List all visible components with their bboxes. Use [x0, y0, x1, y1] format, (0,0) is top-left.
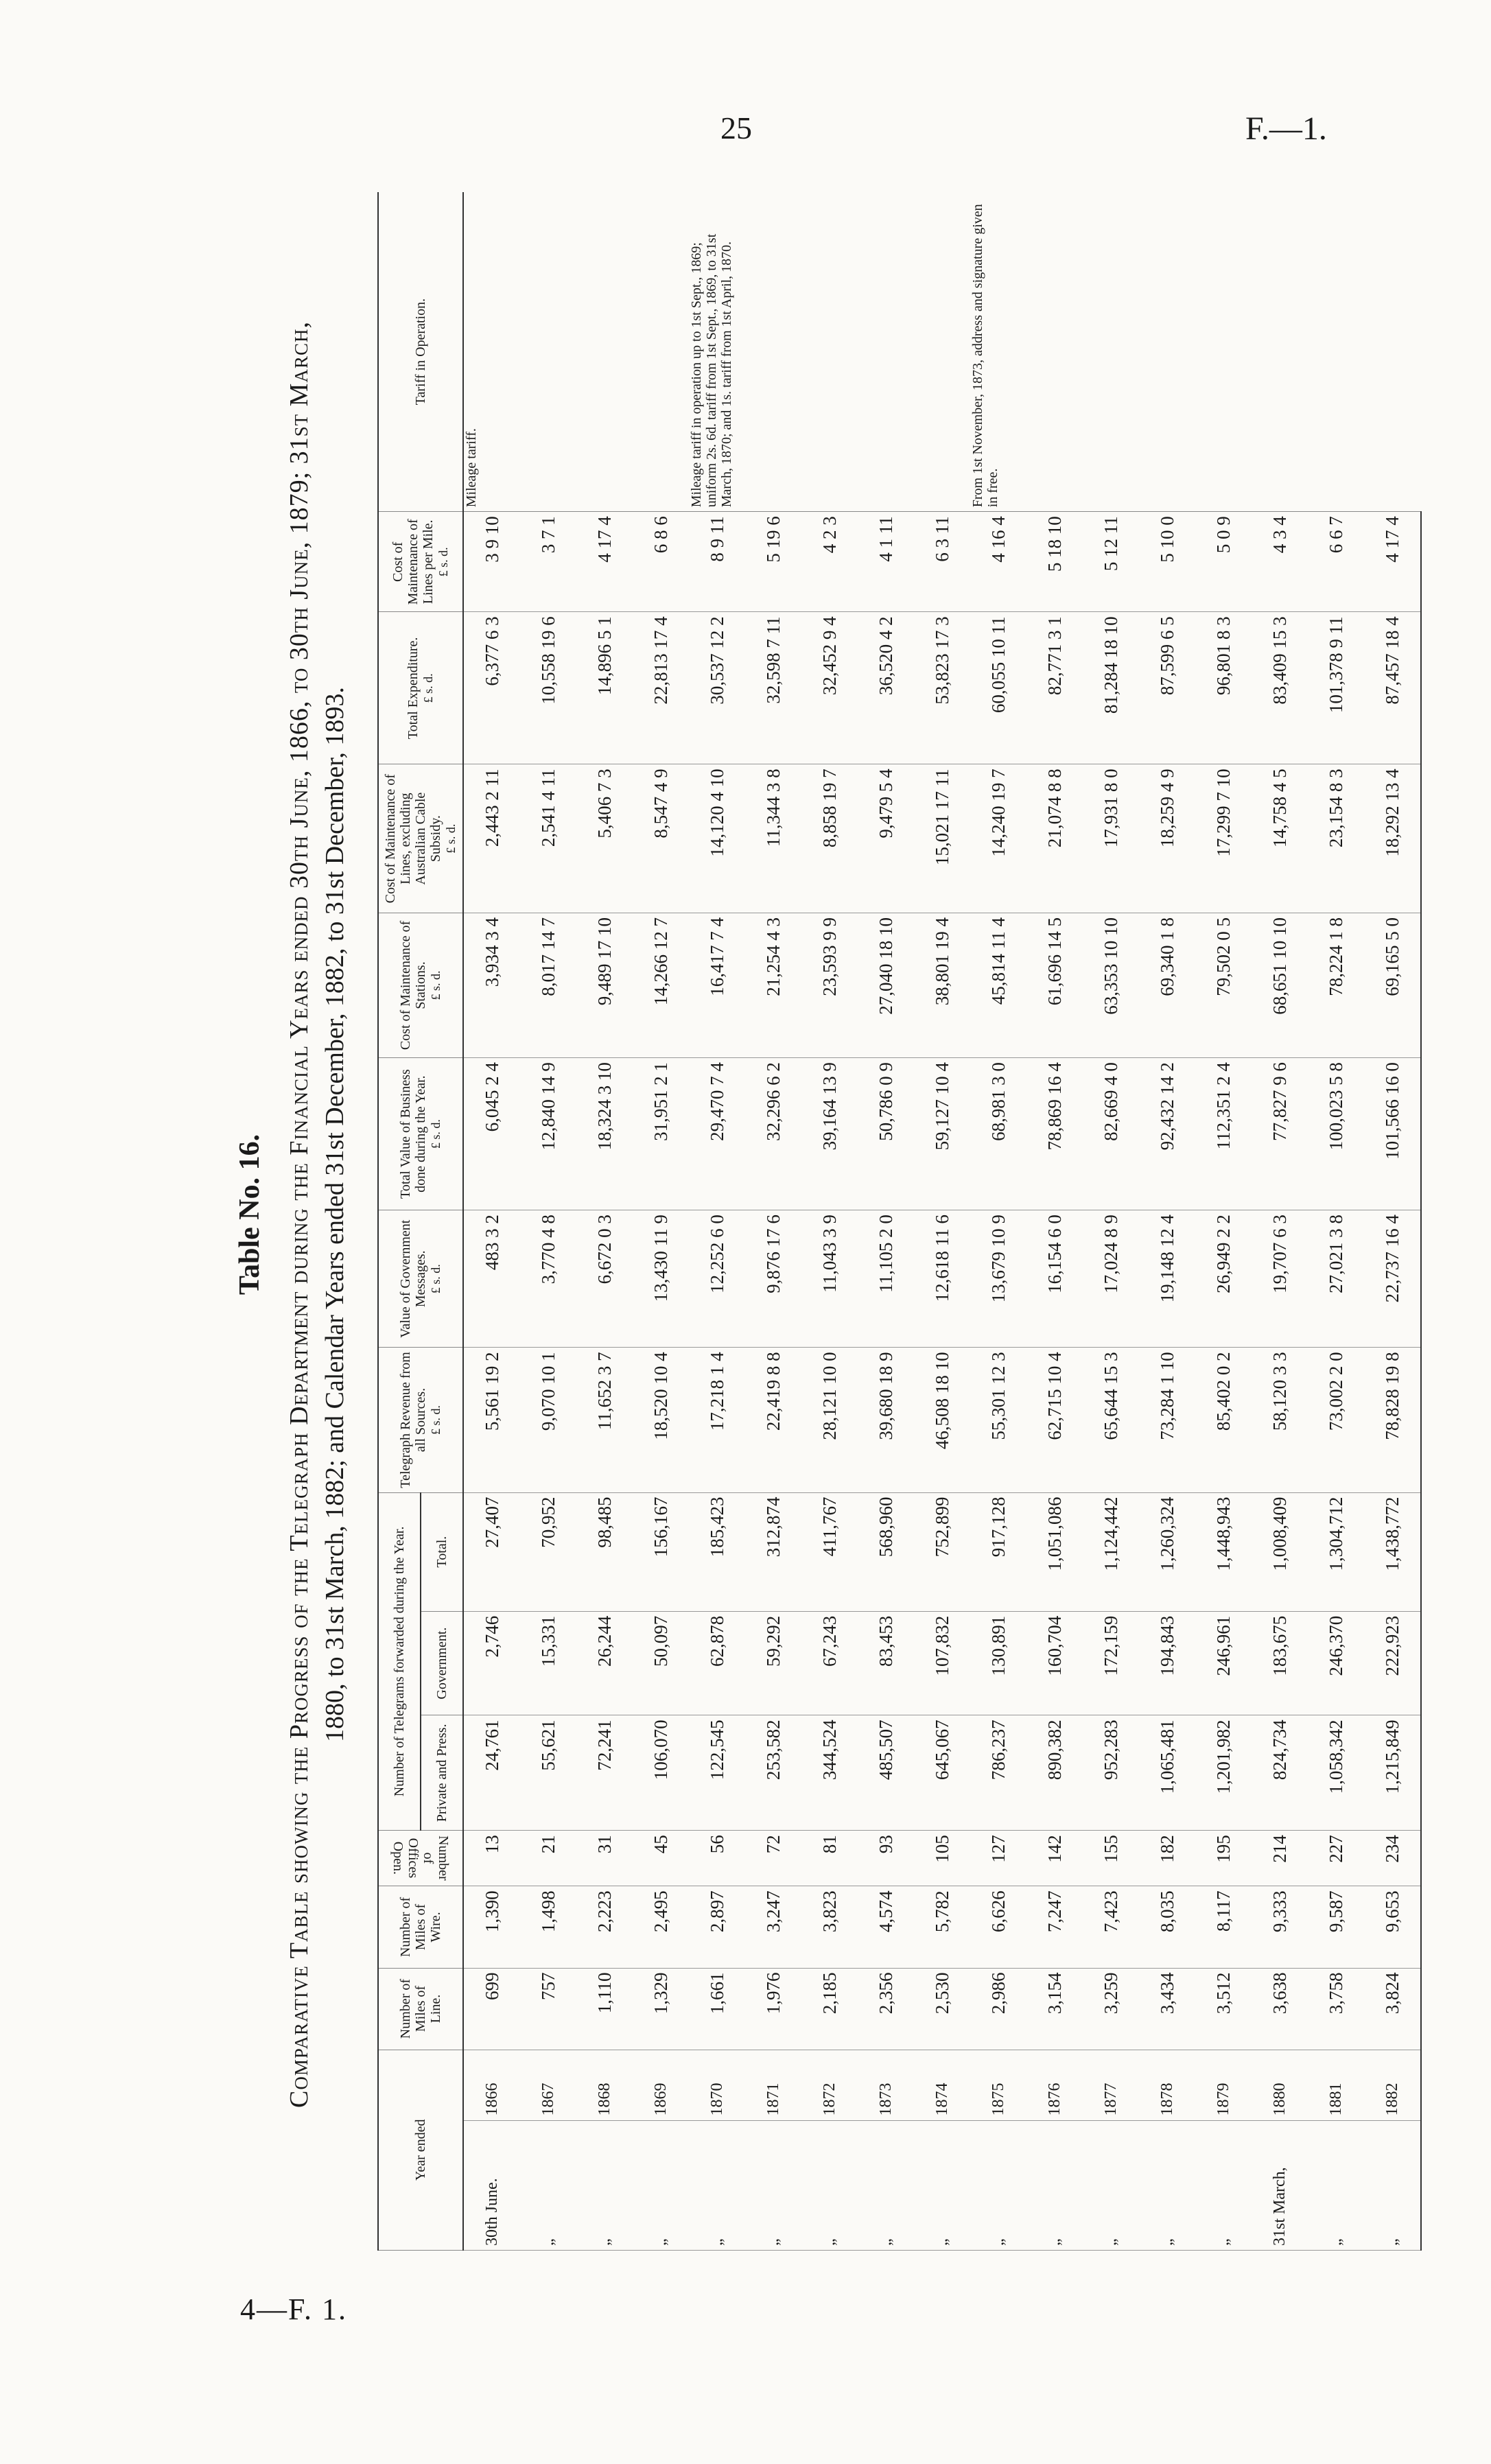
cell-wire: 7,423 [1083, 1886, 1139, 1968]
cell-per-mile: 4 17 4 [576, 512, 633, 612]
cell-business: 39,164 13 9 [801, 1058, 858, 1210]
cell-private: 122,545 [689, 1715, 745, 1831]
table-row [689, 192, 745, 2251]
cell-per-mile: 3 9 10 [463, 512, 520, 612]
cell-lines: 18,292 13 4 [1364, 764, 1421, 913]
cell-revenue: 5,561 19 2 [463, 1348, 520, 1492]
cell-line: 2,185 [801, 1968, 858, 2050]
cell-per-mile: 6 8 6 [633, 512, 689, 612]
cell-label: „ [970, 2120, 1026, 2250]
cell-year: 1873 [858, 2050, 914, 2120]
cell-line: 2,356 [858, 1968, 914, 2050]
progress-table [377, 192, 1422, 2251]
cell-total: 185,423 [689, 1492, 745, 1611]
cell-lines: 17,299 7 10 [1195, 764, 1252, 913]
col-year-ended: Year ended [378, 2050, 463, 2250]
cell-govt-value: 9,876 17 6 [745, 1210, 801, 1348]
col-tariff: Tariff in Operation. [378, 192, 463, 512]
tariff-mileage-uniform: Mileage tariff in operation up to 1st Sept., 1869; uniform 2s. 6d. tariff from 1st Sept., 1869, to 31st March, 1870; and 1s. tariff from 1st April, 1870. [689, 192, 970, 512]
cell-offices: 214 [1252, 1831, 1308, 1886]
cell-business: 77,827 9 6 [1252, 1058, 1308, 1210]
cell-govt: 62,878 [689, 1611, 745, 1715]
table-number: Table No. 16. [234, 1134, 266, 1295]
cell-stations: 63,353 10 10 [1083, 913, 1139, 1057]
cell-line: 2,530 [914, 1968, 970, 2050]
cell-total: 312,874 [745, 1492, 801, 1611]
cell-stations: 3,934 3 4 [463, 913, 520, 1057]
tariff-mileage: Mileage tariff. [463, 192, 689, 512]
cell-govt: 107,832 [914, 1611, 970, 1715]
cell-lines: 17,931 8 0 [1083, 764, 1139, 913]
cell-revenue: 22,419 8 8 [745, 1348, 801, 1492]
cell-wire: 1,390 [463, 1886, 520, 1968]
cell-govt: 59,292 [745, 1611, 801, 1715]
cell-offices: 127 [970, 1831, 1026, 1886]
cell-revenue: 78,828 19 8 [1364, 1348, 1421, 1492]
cell-total: 752,899 [914, 1492, 970, 1611]
col-stations-cost: Cost of Maintenance of Stations. £ s. d. [378, 913, 463, 1057]
cell-revenue: 28,121 10 0 [801, 1348, 858, 1492]
table-body [463, 192, 1421, 2251]
cell-offices: 195 [1195, 1831, 1252, 1886]
cell-govt: 222,923 [1364, 1611, 1421, 1715]
cell-govt: 15,331 [520, 1611, 576, 1715]
cell-govt-value: 11,105 2 0 [858, 1210, 914, 1348]
cell-label: „ [633, 2120, 689, 2250]
cell-wire: 2,223 [576, 1886, 633, 1968]
cell-govt: 26,244 [576, 1611, 633, 1715]
cell-wire: 4,574 [858, 1886, 914, 1968]
cell-year: 1869 [633, 2050, 689, 2120]
col-cost-per-mile: Cost of Maintenance of Lines per Mile. £ s. d. [378, 512, 463, 612]
cell-private: 1,065,481 [1139, 1715, 1195, 1831]
cell-govt-value: 19,707 6 3 [1252, 1210, 1308, 1348]
caption-line-1: Comparative Table showing the Progress of the Telegraph Department during the Financial Years ended 30th June, 1866, to 30th June, 1879; 31st March, [285, 321, 314, 2108]
cell-expenditure: 32,452 9 4 [801, 612, 858, 764]
cell-offices: 182 [1139, 1831, 1195, 1886]
cell-stations: 23,593 9 9 [801, 913, 858, 1057]
cell-per-mile: 4 3 4 [1252, 512, 1308, 612]
cell-private: 824,734 [1252, 1715, 1308, 1831]
cell-govt-value: 27,021 3 8 [1308, 1210, 1364, 1348]
cell-year: 1868 [576, 2050, 633, 2120]
document-code: F.—1. [1245, 110, 1327, 147]
cell-label: 31st March, [1252, 2120, 1308, 2250]
cell-govt-value: 11,043 3 9 [801, 1210, 858, 1348]
cell-business: 92,432 14 2 [1139, 1058, 1195, 1210]
cell-stations: 68,651 10 10 [1252, 913, 1308, 1057]
col-govt-value: Value of Government Messages. £ s. d. [378, 1210, 463, 1348]
cell-stations: 69,165 5 0 [1364, 913, 1421, 1057]
cell-private: 952,283 [1083, 1715, 1139, 1831]
cell-year: 1872 [801, 2050, 858, 2120]
cell-govt-value: 17,024 8 9 [1083, 1210, 1139, 1348]
cell-wire: 5,782 [914, 1886, 970, 1968]
cell-expenditure: 32,598 7 11 [745, 612, 801, 764]
footer-code: 4—F. 1. [240, 2292, 347, 2326]
cell-wire: 9,333 [1252, 1886, 1308, 1968]
cell-label: „ [858, 2120, 914, 2250]
cell-per-mile: 3 7 1 [520, 512, 576, 612]
cell-offices: 227 [1308, 1831, 1364, 1886]
cell-stations: 8,017 14 7 [520, 913, 576, 1057]
cell-govt: 246,961 [1195, 1611, 1252, 1715]
cell-line: 1,329 [633, 1968, 689, 2050]
page-number: 25 [720, 110, 752, 145]
cell-govt: 194,843 [1139, 1611, 1195, 1715]
cell-total: 98,485 [576, 1492, 633, 1611]
col-total: Total. [421, 1492, 463, 1611]
cell-govt: 160,704 [1026, 1611, 1083, 1715]
cell-year: 1866 [463, 2050, 520, 2120]
cell-wire: 2,897 [689, 1886, 745, 1968]
cell-label: „ [1195, 2120, 1252, 2250]
col-private-press: Private and Press. [421, 1715, 463, 1831]
cell-govt: 2,746 [463, 1611, 520, 1715]
cell-per-mile: 5 19 6 [745, 512, 801, 612]
cell-per-mile: 6 6 7 [1308, 512, 1364, 612]
col-offices-open: Number of Offices Open. [378, 1831, 463, 1886]
cell-per-mile: 6 3 11 [914, 512, 970, 612]
cell-total: 70,952 [520, 1492, 576, 1611]
cell-expenditure: 83,409 15 3 [1252, 612, 1308, 764]
cell-private: 344,524 [801, 1715, 858, 1831]
cell-total: 1,124,442 [1083, 1492, 1139, 1611]
cell-per-mile: 5 12 11 [1083, 512, 1139, 612]
cell-wire: 6,626 [970, 1886, 1026, 1968]
table-row [970, 192, 1026, 2251]
cell-lines: 14,240 19 7 [970, 764, 1026, 913]
cell-lines: 2,443 2 11 [463, 764, 520, 913]
cell-wire: 9,587 [1308, 1886, 1364, 1968]
cell-business: 31,951 2 1 [633, 1058, 689, 1210]
cell-lines: 2,541 4 11 [520, 764, 576, 913]
table-row [463, 192, 520, 2251]
cell-line: 2,986 [970, 1968, 1026, 2050]
cell-govt: 83,453 [858, 1611, 914, 1715]
cell-private: 485,507 [858, 1715, 914, 1831]
cell-year: 1870 [689, 2050, 745, 2120]
cell-private: 890,382 [1026, 1715, 1083, 1831]
cell-wire: 7,247 [1026, 1886, 1083, 1968]
cell-expenditure: 10,558 19 6 [520, 612, 576, 764]
cell-expenditure: 60,055 10 11 [970, 612, 1026, 764]
col-government: Government. [421, 1611, 463, 1715]
cell-revenue: 55,301 12 3 [970, 1348, 1026, 1492]
cell-lines: 14,120 4 10 [689, 764, 745, 913]
cell-govt-value: 12,252 6 0 [689, 1210, 745, 1348]
cell-business: 32,296 6 2 [745, 1058, 801, 1210]
cell-year: 1879 [1195, 2050, 1252, 2120]
cell-total: 917,128 [970, 1492, 1026, 1611]
cell-private: 106,070 [633, 1715, 689, 1831]
cell-line: 1,110 [576, 1968, 633, 2050]
cell-offices: 21 [520, 1831, 576, 1886]
cell-line: 3,824 [1364, 1968, 1421, 2050]
cell-private: 24,761 [463, 1715, 520, 1831]
cell-business: 68,981 3 0 [970, 1058, 1026, 1210]
cell-govt-value: 3,770 4 8 [520, 1210, 576, 1348]
cell-label: „ [1083, 2120, 1139, 2250]
cell-per-mile: 5 0 9 [1195, 512, 1252, 612]
cell-line: 757 [520, 1968, 576, 2050]
cell-label: 30th June. [463, 2120, 520, 2250]
cell-govt: 172,159 [1083, 1611, 1139, 1715]
cell-total: 1,304,712 [1308, 1492, 1364, 1611]
col-total-expenditure: Total Expenditure. £ s. d. [378, 612, 463, 764]
cell-total: 1,051,086 [1026, 1492, 1083, 1611]
cell-total: 27,407 [463, 1492, 520, 1611]
col-miles-line: Number of Miles of Line. [378, 1968, 463, 2050]
cell-revenue: 18,520 10 4 [633, 1348, 689, 1492]
cell-private: 1,201,982 [1195, 1715, 1252, 1831]
cell-govt-value: 13,679 10 9 [970, 1210, 1026, 1348]
cell-expenditure: 14,896 5 1 [576, 612, 633, 764]
cell-business: 100,023 5 8 [1308, 1058, 1364, 1210]
col-revenue: Telegraph Revenue from all Sources. £ s. d. [378, 1348, 463, 1492]
cell-total: 1,438,772 [1364, 1492, 1421, 1611]
cell-expenditure: 87,599 6 5 [1139, 612, 1195, 764]
cell-line: 3,638 [1252, 1968, 1308, 2050]
cell-govt-value: 12,618 11 6 [914, 1210, 970, 1348]
cell-govt: 130,891 [970, 1611, 1026, 1715]
cell-govt-value: 16,154 6 0 [1026, 1210, 1083, 1348]
cell-line: 3,512 [1195, 1968, 1252, 2050]
cell-expenditure: 36,520 4 2 [858, 612, 914, 764]
cell-label: „ [1364, 2120, 1421, 2250]
cell-govt-value: 22,737 16 4 [1364, 1210, 1421, 1348]
cell-private: 1,215,849 [1364, 1715, 1421, 1831]
cell-lines: 9,479 5 4 [858, 764, 914, 913]
cell-expenditure: 101,378 9 11 [1308, 612, 1364, 764]
cell-expenditure: 82,771 3 1 [1026, 612, 1083, 764]
cell-offices: 93 [858, 1831, 914, 1886]
cell-label: „ [576, 2120, 633, 2250]
cell-lines: 23,154 8 3 [1308, 764, 1364, 913]
cell-year: 1882 [1364, 2050, 1421, 2120]
cell-year: 1875 [970, 2050, 1026, 2120]
cell-govt: 50,097 [633, 1611, 689, 1715]
cell-stations: 9,489 17 10 [576, 913, 633, 1057]
cell-label: „ [1139, 2120, 1195, 2250]
cell-revenue: 85,402 0 2 [1195, 1348, 1252, 1492]
cell-stations: 45,814 11 4 [970, 913, 1026, 1057]
rotated-table-sheet [220, 172, 1402, 2257]
cell-offices: 155 [1083, 1831, 1139, 1886]
cell-lines: 8,858 19 7 [801, 764, 858, 913]
cell-stations: 14,266 12 7 [633, 913, 689, 1057]
cell-revenue: 73,002 2 0 [1308, 1348, 1364, 1492]
cell-label: „ [520, 2120, 576, 2250]
tariff-free-address: From 1st November, 1873, address and signature given in free. [970, 192, 1421, 512]
cell-offices: 56 [689, 1831, 745, 1886]
cell-line: 1,661 [689, 1968, 745, 2050]
cell-wire: 2,495 [633, 1886, 689, 1968]
cell-label: „ [689, 2120, 745, 2250]
cell-wire: 9,653 [1364, 1886, 1421, 1968]
cell-per-mile: 5 10 0 [1139, 512, 1195, 612]
cell-govt-value: 19,148 12 4 [1139, 1210, 1195, 1348]
cell-business: 29,470 7 4 [689, 1058, 745, 1210]
cell-private: 72,241 [576, 1715, 633, 1831]
cell-business: 59,127 10 4 [914, 1058, 970, 1210]
cell-expenditure: 22,813 17 4 [633, 612, 689, 764]
cell-year: 1871 [745, 2050, 801, 2120]
cell-total: 411,767 [801, 1492, 858, 1611]
cell-stations: 21,254 4 3 [745, 913, 801, 1057]
cell-per-mile: 4 16 4 [970, 512, 1026, 612]
cell-line: 3,434 [1139, 1968, 1195, 2050]
cell-business: 12,840 14 9 [520, 1058, 576, 1210]
cell-label: „ [801, 2120, 858, 2250]
cell-lines: 11,344 3 8 [745, 764, 801, 913]
cell-business: 78,869 16 4 [1026, 1058, 1083, 1210]
cell-business: 82,669 4 0 [1083, 1058, 1139, 1210]
cell-year: 1881 [1308, 2050, 1364, 2120]
col-business-value: Total Value of Business done during the Year. £ s. d. [378, 1058, 463, 1210]
cell-business: 18,324 3 10 [576, 1058, 633, 1210]
cell-business: 6,045 2 4 [463, 1058, 520, 1210]
table-caption [281, 172, 353, 2257]
cell-govt: 246,370 [1308, 1611, 1364, 1715]
cell-revenue: 65,644 15 3 [1083, 1348, 1139, 1492]
cell-govt-value: 13,430 11 9 [633, 1210, 689, 1348]
cell-business: 112,351 2 4 [1195, 1058, 1252, 1210]
cell-private: 55,621 [520, 1715, 576, 1831]
col-lines-cost: Cost of Maintenance of Lines, excluding Australian Cable Subsidy. £ s. d. [378, 764, 463, 913]
cell-stations: 79,502 0 5 [1195, 913, 1252, 1057]
cell-offices: 142 [1026, 1831, 1083, 1886]
cell-label: „ [1308, 2120, 1364, 2250]
cell-revenue: 11,652 3 7 [576, 1348, 633, 1492]
cell-year: 1880 [1252, 2050, 1308, 2120]
cell-stations: 16,417 7 4 [689, 913, 745, 1057]
cell-year: 1867 [520, 2050, 576, 2120]
cell-stations: 38,801 19 4 [914, 913, 970, 1057]
cell-label: „ [1026, 2120, 1083, 2250]
cell-lines: 8,547 4 9 [633, 764, 689, 913]
cell-expenditure: 6,377 6 3 [463, 612, 520, 764]
cell-private: 645,067 [914, 1715, 970, 1831]
cell-line: 699 [463, 1968, 520, 2050]
cell-lines: 21,074 8 8 [1026, 764, 1083, 913]
cell-total: 1,008,409 [1252, 1492, 1308, 1611]
cell-private: 786,237 [970, 1715, 1026, 1831]
cell-total: 156,167 [633, 1492, 689, 1611]
cell-line: 1,976 [745, 1968, 801, 2050]
cell-expenditure: 87,457 18 4 [1364, 612, 1421, 764]
cell-year: 1876 [1026, 2050, 1083, 2120]
cell-offices: 234 [1364, 1831, 1421, 1886]
cell-govt: 183,675 [1252, 1611, 1308, 1715]
cell-per-mile: 4 17 4 [1364, 512, 1421, 612]
cell-offices: 13 [463, 1831, 520, 1886]
cell-line: 3,154 [1026, 1968, 1083, 2050]
cell-per-mile: 4 1 11 [858, 512, 914, 612]
cell-offices: 81 [801, 1831, 858, 1886]
cell-stations: 61,696 14 5 [1026, 913, 1083, 1057]
cell-offices: 31 [576, 1831, 633, 1886]
cell-govt: 67,243 [801, 1611, 858, 1715]
cell-lines: 15,021 17 11 [914, 764, 970, 913]
cell-year: 1874 [914, 2050, 970, 2120]
col-telegrams-group: Number of Telegrams forwarded during the Year. [378, 1492, 421, 1831]
cell-label: „ [745, 2120, 801, 2250]
cell-revenue: 73,284 1 10 [1139, 1348, 1195, 1492]
cell-year: 1878 [1139, 2050, 1195, 2120]
cell-wire: 3,823 [801, 1886, 858, 1968]
col-miles-wire: Number of Miles of Wire. [378, 1886, 463, 1968]
cell-revenue: 17,218 1 4 [689, 1348, 745, 1492]
cell-lines: 18,259 4 9 [1139, 764, 1195, 913]
cell-revenue: 58,120 3 3 [1252, 1348, 1308, 1492]
cell-business: 50,786 0 9 [858, 1058, 914, 1210]
cell-line: 3,758 [1308, 1968, 1364, 2050]
cell-revenue: 46,508 18 10 [914, 1348, 970, 1492]
cell-wire: 8,117 [1195, 1886, 1252, 1968]
cell-total: 1,260,324 [1139, 1492, 1195, 1611]
cell-lines: 5,406 7 3 [576, 764, 633, 913]
cell-expenditure: 81,284 18 10 [1083, 612, 1139, 764]
cell-stations: 69,340 1 8 [1139, 913, 1195, 1057]
cell-per-mile: 8 9 11 [689, 512, 745, 612]
cell-year: 1877 [1083, 2050, 1139, 2120]
cell-line: 3,259 [1083, 1968, 1139, 2050]
cell-stations: 78,224 1 8 [1308, 913, 1364, 1057]
cell-per-mile: 4 2 3 [801, 512, 858, 612]
cell-expenditure: 96,801 8 3 [1195, 612, 1252, 764]
cell-business: 101,566 16 0 [1364, 1058, 1421, 1210]
cell-govt-value: 26,949 2 2 [1195, 1210, 1252, 1348]
caption-line-2: 1880, to 31st March, 1882; and Calendar Years ended 31st December, 1882, to 31st December, 1893. [320, 687, 349, 1742]
cell-wire: 8,035 [1139, 1886, 1195, 1968]
cell-private: 253,582 [745, 1715, 801, 1831]
cell-govt-value: 483 3 2 [463, 1210, 520, 1348]
cell-stations: 27,040 18 10 [858, 913, 914, 1057]
cell-total: 1,448,943 [1195, 1492, 1252, 1611]
cell-label: „ [914, 2120, 970, 2250]
cell-per-mile: 5 18 10 [1026, 512, 1083, 612]
cell-revenue: 39,680 18 9 [858, 1348, 914, 1492]
cell-lines: 14,758 4 5 [1252, 764, 1308, 913]
cell-offices: 45 [633, 1831, 689, 1886]
cell-revenue: 62,715 10 4 [1026, 1348, 1083, 1492]
cell-expenditure: 53,823 17 3 [914, 612, 970, 764]
cell-govt-value: 6,672 0 3 [576, 1210, 633, 1348]
cell-offices: 105 [914, 1831, 970, 1886]
cell-revenue: 9,070 10 1 [520, 1348, 576, 1492]
header-row-1 [378, 192, 421, 2251]
cell-expenditure: 30,537 12 2 [689, 612, 745, 764]
cell-wire: 1,498 [520, 1886, 576, 1968]
cell-offices: 72 [745, 1831, 801, 1886]
cell-wire: 3,247 [745, 1886, 801, 1968]
cell-private: 1,058,342 [1308, 1715, 1364, 1831]
cell-total: 568,960 [858, 1492, 914, 1611]
